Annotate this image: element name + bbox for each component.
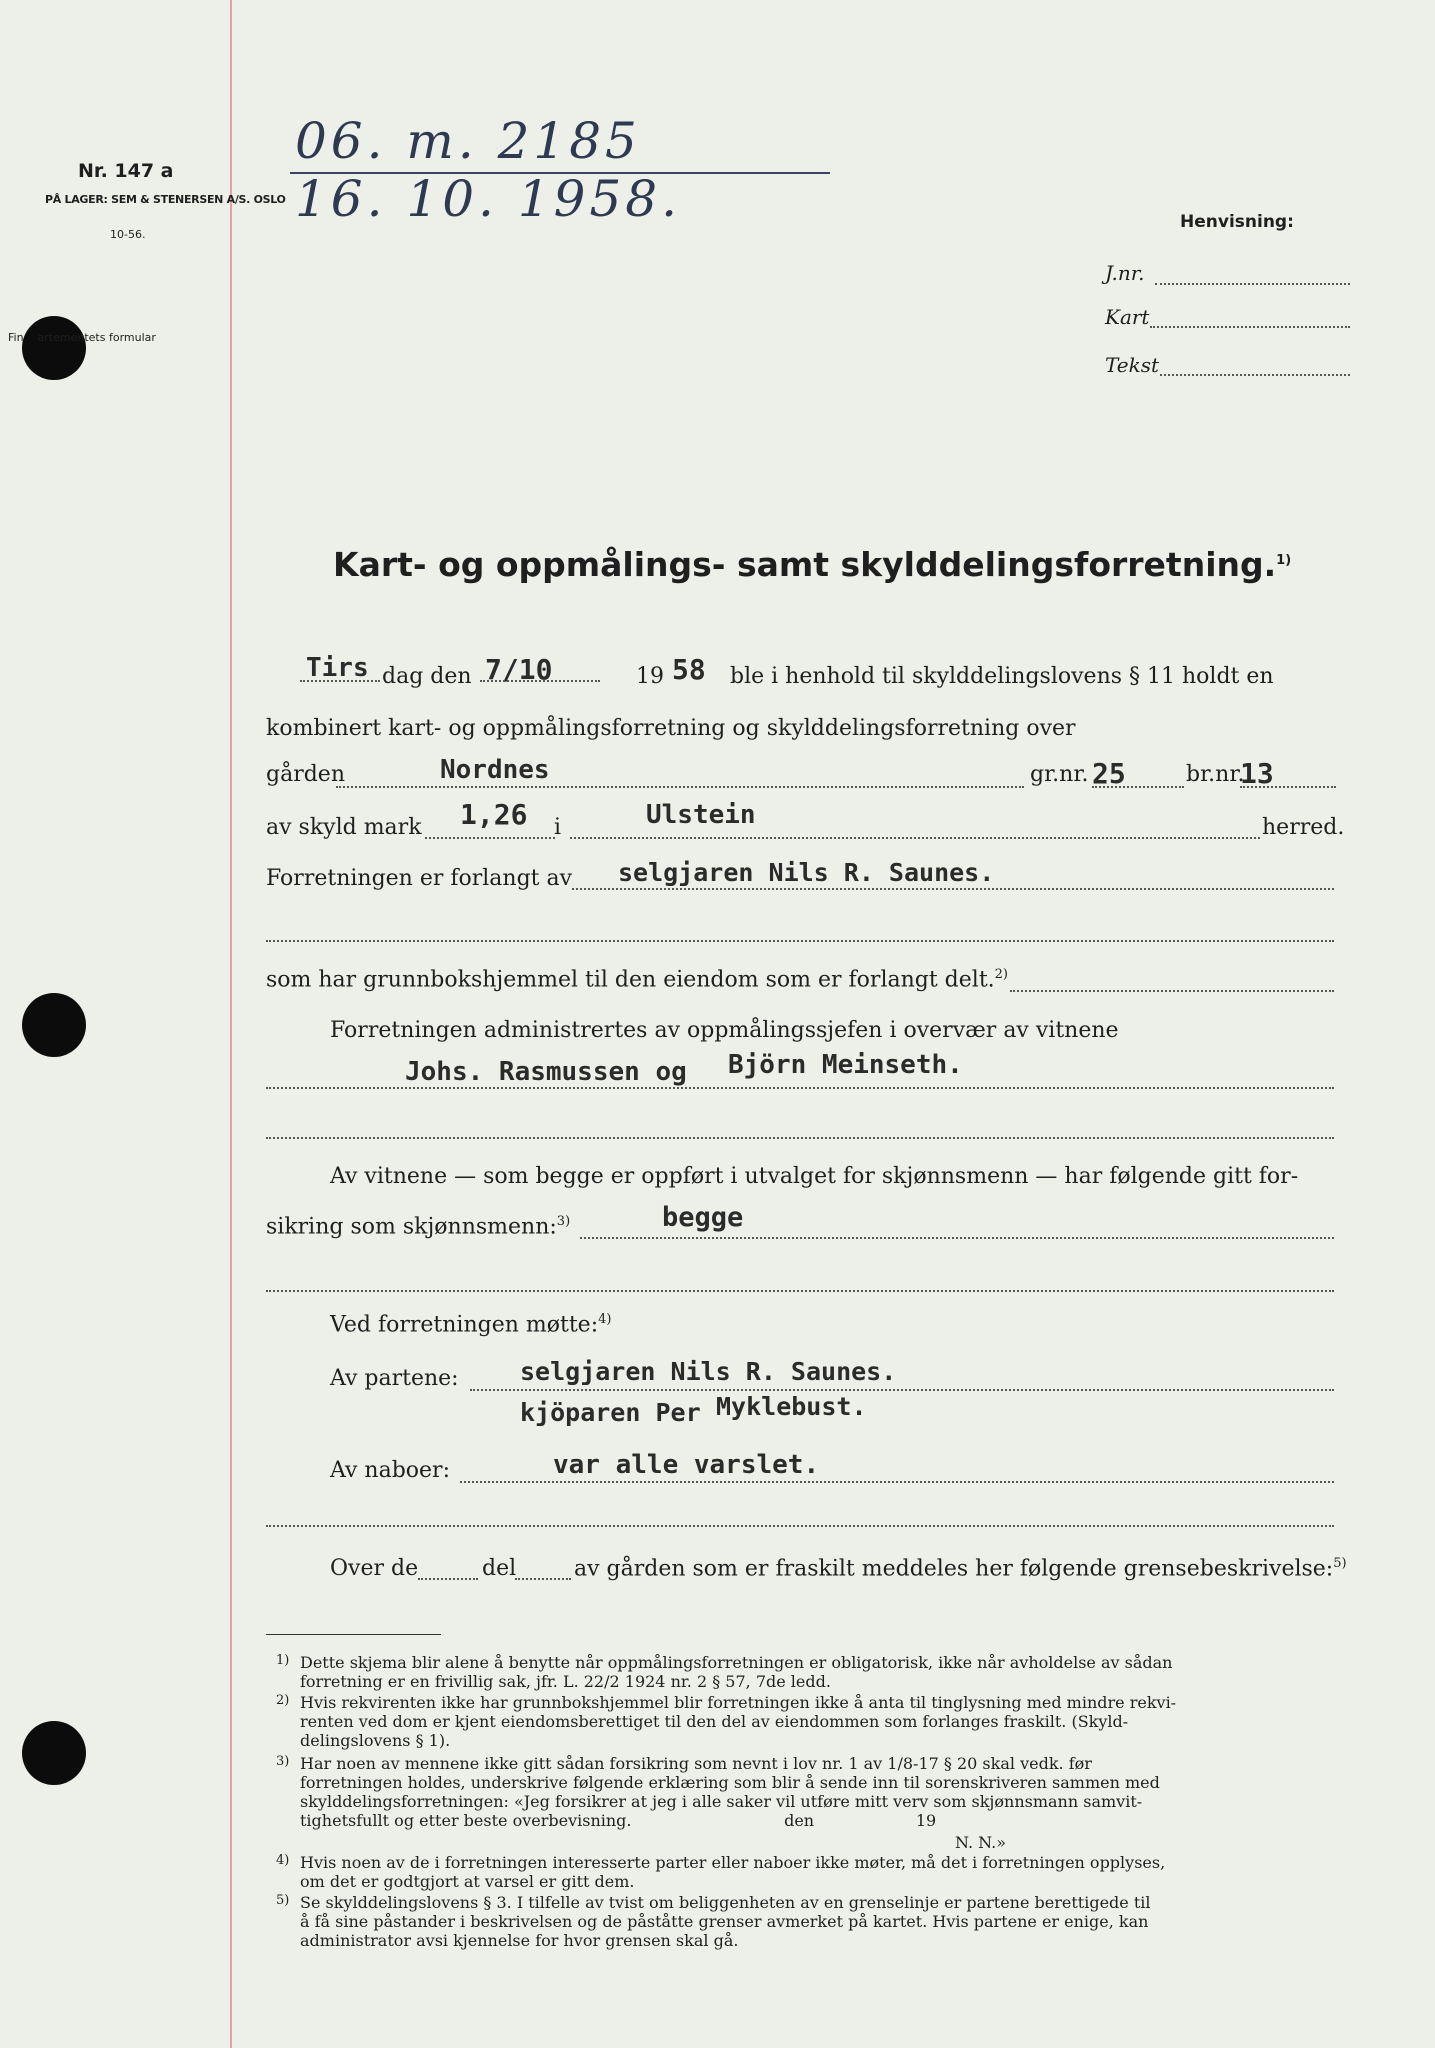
parties-label: Av partene: [330, 1366, 459, 1391]
skjonn-note: 3) [556, 1214, 571, 1229]
footnote-2-line-3: delingslovens § 1). [300, 1731, 451, 1750]
footnote-2-num: 2) [276, 1693, 290, 1708]
grunnbok-note: 2) [994, 967, 1008, 982]
line1-text: ble i henhold til skylddelingslovens § 11 holdt en [730, 664, 1274, 689]
farm-value: Nordnes [440, 755, 550, 785]
footnote-1 [276, 1653, 1340, 1691]
farm-label: gården [266, 762, 345, 787]
margin-line [230, 0, 232, 2048]
over-label: Over de [330, 1556, 419, 1581]
skjonn-field [580, 1237, 1334, 1239]
brnr-label: br.nr. [1186, 762, 1245, 787]
punch-hole-middle [22, 993, 86, 1057]
skjonn-text: sikring som skjønnsmenn: [266, 1214, 557, 1240]
form-number: Nr. 147 a [78, 160, 174, 182]
ref-kart-field [1150, 326, 1350, 328]
title-note: 1) [1276, 553, 1292, 568]
footnote-4 [276, 1853, 1340, 1891]
neighbours-label: Av naboer: [330, 1458, 450, 1483]
met-note: 4) [598, 1312, 612, 1327]
line2-text: kombinert kart- og oppmålingsforretning og skylddelingsforretning over [266, 716, 1076, 741]
footnote-5-line-3: administrator avsi kjennelse for hvor grensen skal gå. [300, 1931, 739, 1950]
footnote-4-num: 4) [276, 1853, 290, 1868]
over-rest: av gården som er fraskilt meddeles her følgende grensebeskrivelse: [574, 1556, 1334, 1582]
skjonn-value: begge [662, 1202, 744, 1233]
del-label: del [482, 1556, 517, 1581]
parties-value-2b: Myklebust. [716, 1392, 867, 1421]
del-field [515, 1578, 571, 1580]
day-value: Tirs [306, 653, 369, 683]
footnote-1-line-1: Dette skjema blir alene å benytte når oppmålingsforretningen er obligatorisk, ikke når avholdelse av sådan [300, 1653, 1173, 1672]
skjonn-field-2 [266, 1290, 1334, 1292]
footnote-3-num: 3) [276, 1754, 290, 1769]
footnote-2-line-1: Hvis rekvirenten ikke har grunnbokshjemmel blir forretningen ikke å anta til tinglysning med mindre rekvi- [300, 1693, 1177, 1712]
neighbours-field-2 [266, 1525, 1334, 1527]
herred-label: herred. [1262, 815, 1345, 840]
day-field [300, 680, 380, 682]
footnote-5-num: 5) [276, 1893, 290, 1908]
footnote-1-line-2: forretning er en frivillig sak, jfr. L. 22/2 1924 nr. 2 § 57, 7de ledd. [300, 1672, 831, 1691]
skyld-field [425, 837, 555, 839]
year-prefix: 19 [636, 664, 664, 689]
herred-field [570, 837, 1260, 839]
title-text: Kart- og oppmålings- samt skylddelingsforretning. [333, 545, 1277, 584]
neighbours-field [460, 1481, 1334, 1483]
punch-hole-top [22, 316, 86, 380]
requested-label: Forretningen er forlangt av [266, 866, 573, 891]
grunnbok-text: som har grunnbokshjemmel til den eiendom som er forlangt delt. [266, 967, 995, 993]
date-value: 7/10 [485, 653, 553, 686]
footnote-1-num: 1) [276, 1653, 290, 1668]
skyld-value: 1,26 [460, 798, 528, 831]
footnote-signature-text: N. N.» [955, 1833, 1006, 1852]
over-note: 5) [1333, 1556, 1347, 1571]
punch-hole-bottom [22, 1721, 86, 1785]
handwritten-date: 16. 10. 1958. [295, 170, 681, 228]
requested-field-2 [266, 940, 1334, 942]
parties-value-2a: kjöparen Per [520, 1398, 701, 1427]
ref-jnr-field [1155, 283, 1350, 285]
skyld-label: av skyld mark [266, 815, 422, 840]
neighbours-value: var alle varslet. [553, 1450, 820, 1480]
footnote-3-line-1: Har noen av mennene ikke gitt sådan forsikring som nevnt i lov nr. 1 av 1/8-17 § 20 skal vedk. før [300, 1754, 1092, 1773]
skjonn-label [266, 1214, 570, 1239]
ref-tekst-label: Tekst [1105, 353, 1160, 377]
footnote-4-line-1: Hvis noen av de i forretningen interesserte parter eller naboer ikke møter, må det i forretningen opplyses, [300, 1853, 1166, 1872]
requested-value: selgjaren Nils R. Saunes. [618, 858, 995, 887]
footnote-5 [276, 1893, 1340, 1950]
ref-tekst-field [1160, 374, 1350, 376]
footnote-3-line-3: skylddelingsforretningen: «Jeg forsikrer at jeg i alle saker vil utføre mitt verv som skjønnsmann samvit- [300, 1792, 1143, 1811]
met-label [330, 1312, 611, 1337]
publisher: PÅ LAGER: SEM & STENERSEN A/S. OSLO [45, 193, 286, 206]
year-value: 58 [672, 653, 706, 686]
footnote-3 [276, 1754, 1340, 1830]
witnesses-field [266, 1087, 1334, 1089]
ref-jnr-label: J.nr. [1105, 261, 1145, 285]
grnr-value: 25 [1092, 757, 1126, 790]
skjonn-line1: Av vitnene — som begge er oppført i utvalget for skjønnsmenn — har følgende gitt for- [330, 1164, 1299, 1189]
parties-field [470, 1389, 1334, 1391]
met-text: Ved forretningen møtte: [330, 1312, 599, 1338]
approval-text: Fin artementets formular [8, 331, 156, 344]
farm-field [336, 786, 1024, 788]
date-field [480, 680, 600, 682]
footnote-3-line-4: tighetsfullt og etter beste overbevisning. den 19 [300, 1811, 937, 1830]
grunnbok-field [1010, 990, 1334, 992]
footnote-4-line-2: om det er godtgjort at varsel er gitt dem. [300, 1872, 635, 1891]
herred-value: Ulstein [646, 800, 756, 830]
brnr-value: 13 [1240, 757, 1274, 790]
requested-field [572, 888, 1334, 890]
footnote-separator [266, 1634, 441, 1635]
day-label: dag den [382, 664, 472, 689]
page-title [333, 545, 1291, 584]
over-text [574, 1556, 1347, 1581]
over-field [418, 1578, 478, 1580]
i-label: i [554, 815, 562, 840]
grunnbok-label [266, 967, 1008, 992]
ref-kart-label: Kart [1105, 305, 1150, 329]
footnote-5-line-1: Se skylddelingslovens § 3. I tilfelle av tvist om beliggenheten av en grenselinje er partene berettigede til [300, 1893, 1151, 1912]
witnesses-value-1: Johs. Rasmussen og [405, 1057, 687, 1087]
parties-value-1: selgjaren Nils R. Saunes. [520, 1357, 897, 1386]
footnote-3-line-2: forretningen holdes, underskrive følgende erklæring som blir å sende inn til sorenskriveren sammen med [300, 1773, 1160, 1792]
footnote-signature [300, 1833, 1340, 1852]
footnote-2 [276, 1693, 1340, 1750]
admin-label: Forretningen administrertes av oppmålingssjefen i overvær av vitnene [330, 1018, 1119, 1043]
footnote-5-line-2: å få sine påstander i beskrivelsen og de påståtte grenser avmerket på kartet. Hvis partene er enige, kan [300, 1912, 1149, 1931]
footnote-2-line-2: renten ved dom er kjent eiendomsberettiget til den del av eiendommen som forlanges fraskilt. (Skyld- [300, 1712, 1129, 1731]
grnr-label: gr.nr. [1030, 762, 1089, 787]
witnesses-field-2 [266, 1137, 1334, 1139]
reference-label: Henvisning: [1180, 212, 1294, 232]
witnesses-value-2: Björn Meinseth. [728, 1050, 963, 1080]
handwritten-reference: 06. m. 2185 [295, 112, 641, 170]
edition: 10-56. [110, 228, 146, 241]
